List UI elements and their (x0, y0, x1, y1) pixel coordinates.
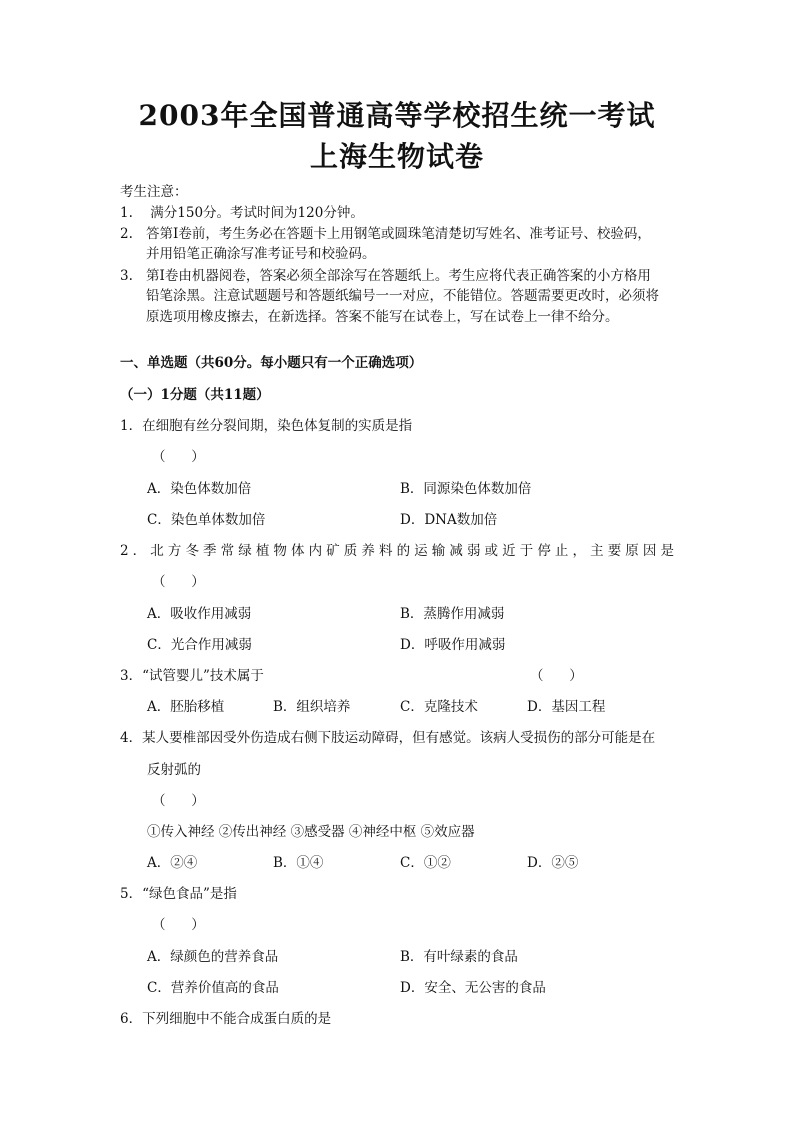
question-3-stem: 3．“试管婴儿”技术属于 (120, 668, 264, 684)
option-d: D．基因工程 (527, 699, 606, 715)
option-c: C．克隆技术 (400, 699, 478, 715)
exam-subtitle: 上海生物试卷 (309, 140, 484, 173)
question-5-stem: 5．“绿色食品”是指 (120, 886, 237, 902)
notice-item-text-cont: 原选项用橡皮擦去，在新选择。答案不能写在试卷上，写在试卷上一律不给分。 (146, 309, 619, 325)
answer-parentheses: （ ） (152, 917, 205, 933)
option-a: A．染色体数加倍 (147, 481, 252, 497)
option-d: D．DNA数加倍 (400, 512, 498, 528)
notice-item-text: 第Ⅰ卷由机器阅卷，答案必须全部涂写在答题纸上。考生应将代表正确答案的小方格用 (146, 268, 651, 284)
notice-item-2 (120, 225, 651, 243)
option-d: D．呼吸作用减弱 (400, 637, 506, 653)
option-b: B．蒸腾作用减弱 (400, 606, 505, 622)
option-c: C．光合作用减弱 (147, 637, 252, 653)
question-4-stem-cont: 反射弧的 (147, 762, 201, 778)
option-c: C．染色单体数加倍 (147, 512, 266, 528)
option-c: C．营养价值高的食品 (147, 980, 279, 996)
option-d: D．②⑤ (527, 855, 579, 871)
option-b: B．①④ (273, 855, 324, 871)
option-b: B．有叶绿素的食品 (400, 949, 518, 965)
notice-item-number: 1. (120, 205, 133, 221)
option-a: A．②④ (147, 855, 198, 871)
notice-item-1 (120, 204, 364, 222)
answer-parentheses: （ ） (152, 574, 205, 590)
question-4-choices: ①传入神经 ②传出神经 ③感受器 ④神经中枢 ⑤效应器 (147, 824, 475, 840)
option-b: B．同源染色体数加倍 (400, 481, 532, 497)
question-4-stem: 4．某人要椎部因受外伤造成右侧下肢运动障碍，但有感觉。该病人受损伤的部分可能是在 (120, 730, 656, 746)
question-6-stem: 6．下列细胞中不能合成蛋白质的是 (120, 1011, 332, 1027)
notice-item-text-cont: 并用铅笔正确涂写准考证号和校验码。 (146, 246, 376, 262)
notice-item-text: 答第Ⅰ卷前，考生务必在答题卡上用钢笔或圆珠笔清楚切写姓名、准考证号、校验码， (146, 226, 651, 242)
option-a: A．吸收作用减弱 (147, 606, 252, 622)
option-a: A．绿颜色的营养食品 (147, 949, 279, 965)
section-heading: 一、单选题（共60分。每小题只有一个正确选项） (120, 355, 423, 371)
notice-heading: 考生注意： (120, 184, 188, 200)
answer-parentheses: （ ） (530, 668, 583, 684)
answer-parentheses: （ ） (152, 793, 205, 809)
notice-item-number: 2. (120, 226, 133, 242)
notice-item-number: 3. (120, 268, 133, 284)
option-b: B．组织培养 (273, 699, 351, 715)
answer-parentheses: （ ） (152, 449, 205, 465)
exam-title: 2003年全国普通高等学校招生统一考试 (138, 99, 656, 132)
option-d: D．安全、无公害的食品 (400, 980, 546, 996)
notice-item-text: 满分150分。考试时间为120分钟。 (146, 205, 364, 221)
notice-item-3 (120, 267, 651, 285)
option-a: A．胚胎移植 (147, 699, 225, 715)
question-1-stem: 1．在细胞有丝分裂间期，染色体复制的实质是指 (120, 418, 413, 434)
notice-item-text-cont: 铅笔涂黑。注意试题题号和答题纸编号一一对应，不能错位。答题需要更改时，必须将 (146, 288, 659, 304)
option-c: C．①② (400, 855, 451, 871)
question-2-stem: 2．北方冬季常绿植物体内矿质养料的运输减弱或近于停止，主要原因是 (120, 543, 674, 559)
subsection-heading: （一）1分题（共11题） (120, 387, 270, 403)
